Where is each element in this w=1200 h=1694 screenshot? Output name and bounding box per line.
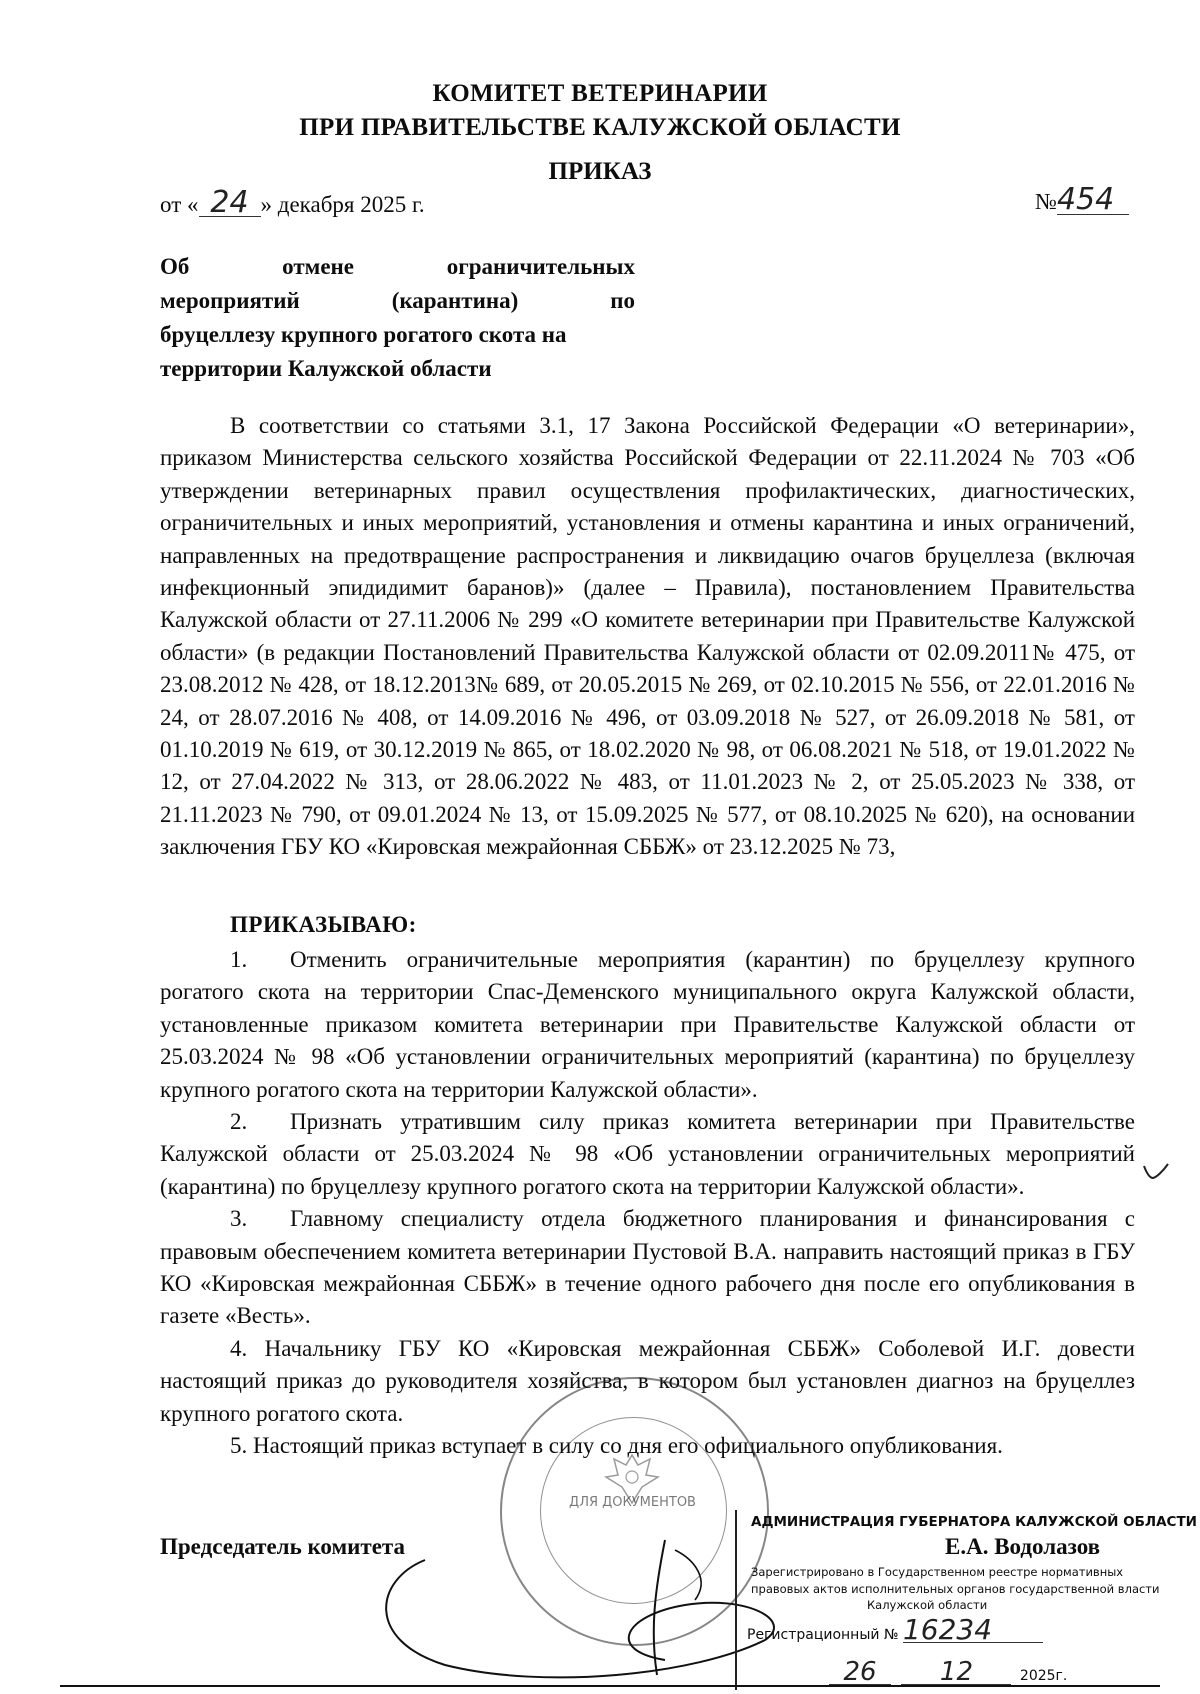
- item-text: 5. Настоящий приказ вступает в силу со дня его официального опубликования.: [230, 1433, 1003, 1459]
- stamp-reg-label: Регистрационный №: [747, 1627, 899, 1643]
- subject-line: мероприятий (карантина) по: [160, 288, 635, 313]
- number-handwritten: 454: [1057, 186, 1129, 215]
- page-bottom-rule: [60, 1685, 1160, 1687]
- order-item: [160, 944, 1135, 1106]
- document-type: ПРИКАЗ: [548, 158, 652, 185]
- org-name-line2: ПРИ ПРАВИТЕЛЬСТВЕ КАЛУЖСКОЙ ОБЛАСТИ: [299, 114, 901, 141]
- item-number: 2.: [230, 1109, 248, 1135]
- subject-line: территории Калужской области: [160, 356, 492, 381]
- org-name-line1: КОМИТЕТ ВЕТЕРИНАРИИ: [432, 80, 768, 107]
- item-number: 3.: [230, 1206, 248, 1232]
- item-text: Отменить ограничительные мероприятия (карантин) по бруцеллезу крупного рогатого скота на территории Спас-Деменского муниципального округа Калужской области, установленные приказом комитета ветеринарии при Правительстве Калужской области от 25.03.2024 № 98 «Об установлении ограничительных мероприятий (карантина) по бруцеллезу крупного рогатого скота на территории Калужской области».: [160, 947, 1135, 1102]
- stamp-text-line: Калужской области: [867, 1598, 988, 1612]
- subject-line: бруцеллезу крупного рогатого скота на: [160, 322, 567, 347]
- registration-stamp: [735, 1510, 1197, 1690]
- order-item: [160, 1106, 1135, 1203]
- date-suffix: » декабря 2025 г.: [260, 192, 425, 217]
- signer-name: Е.А. Водолазов: [945, 1534, 1101, 1559]
- stamp-date-month: 12: [901, 1660, 1011, 1685]
- signer-title: Председатель комитета: [160, 1534, 405, 1559]
- item-text: 4. Начальнику ГБУ КО «Кировская межрайонная СББЖ» Соболевой И.Г. довести настоящий приказ до руководителя хозяйства, в котором был установлен диагноз на бруцеллез крупного рогатого скота.: [160, 1335, 1135, 1426]
- check-mark-icon: [1142, 1160, 1170, 1182]
- stamp-title: АДМИНИСТРАЦИЯ ГУБЕРНАТОРА КАЛУЖСКОЙ ОБЛАСТИ: [751, 1514, 1197, 1530]
- item-text: Главному специалисту отдела бюджетного планирования и финансирования с правовым обеспечением комитета ветеринарии Пустовой В.А. направить настоящий приказ в ГБУ КО «Кировская межрайонная СББЖ» в течение одного рабочего дня после его опубликования в газете «Весть».: [160, 1206, 1135, 1329]
- date-prefix: от «: [160, 192, 199, 217]
- stamp-text-line: Зарегистрировано в Государственном реестре нормативных: [751, 1565, 1124, 1579]
- number-prefix: №: [1035, 189, 1057, 214]
- stamp-text-line: правовых актов исполнительных органов государственной власти: [751, 1582, 1160, 1596]
- seal-center-text: ДЛЯ ДОКУМЕНТОВ: [569, 1495, 696, 1510]
- date-day-handwritten: 24: [199, 190, 261, 217]
- order-item: [160, 1203, 1135, 1333]
- stamp-reg-number-handwritten: 16234: [903, 1618, 1043, 1643]
- stamp-date-day: 26: [829, 1660, 891, 1685]
- stamp-registration-date: [829, 1657, 1068, 1687]
- stamp-registration-number: [747, 1613, 1043, 1646]
- item-number: 1.: [230, 947, 248, 972]
- stamp-date-year: 2025г.: [1019, 1668, 1068, 1684]
- order-subject: [160, 250, 635, 386]
- order-number: [1035, 182, 1129, 217]
- command-word: ПРИКАЗЫВАЮ:: [230, 912, 417, 937]
- item-text: Признать утратившим силу приказ комитета ветеринарии при Правительстве Калужской области от 25.03.2024 № 98 «Об установлении ограничительных мероприятий (карантина) по бруцеллезу крупного рогатого скота на территории Калужской области».: [160, 1109, 1135, 1199]
- order-date: [160, 185, 425, 220]
- subject-line: Об отмене ограничительных: [160, 254, 635, 279]
- preamble-paragraph: В соответствии со статьями 3.1, 17 Закона Российской Федерации «О ветеринарии», приказом Министерства сельского хозяйства Российской Федерации от 22.11.2024 № 703 «Об утверждении ветеринарных правил осуществления профилактических, диагностических, ограничительных и иных мероприятий, установления и отмены карантина и иных ограничений, направленных на предотвращение распространения и ликвидацию очагов бруцеллеза (включая инфекционный эпидидимит баранов)» (далее – Правила), постановлением Правительства Калужской области от 27.11.2006 № 299 «О комитете ветеринарии при Правительстве Калужской области» (в редакции Постановлений Правительства Калужской области от 02.09.2011№ 475, от 23.08.2012 № 428, от 18.12.2013№ 689, от 20.05.2015 № 269, от 02.10.2015 № 556, от 22.01.2016 № 24, от 28.07.2016 № 408, от 14.09.2016 № 496, от 03.09.2018 № 527, от 26.09.2018 № 581, от 01.10.2019 № 619, от 30.12.2019 № 865, от 18.02.2020 № 98, от 06.08.2021 № 518, от 19.01.2022 № 12, от 27.04.2022 № 313, от 28.06.2022 № 483, от 11.01.2023 № 2, от 25.05.2023 № 338, от 21.11.2023 № 790, от 09.01.2024 № 13, от 15.09.2025 № 577, от 08.10.2025 № 620), на основании заключения ГБУ КО «Кировская межрайонная СББЖ» от 23.12.2025 № 73,: [160, 413, 1135, 860]
